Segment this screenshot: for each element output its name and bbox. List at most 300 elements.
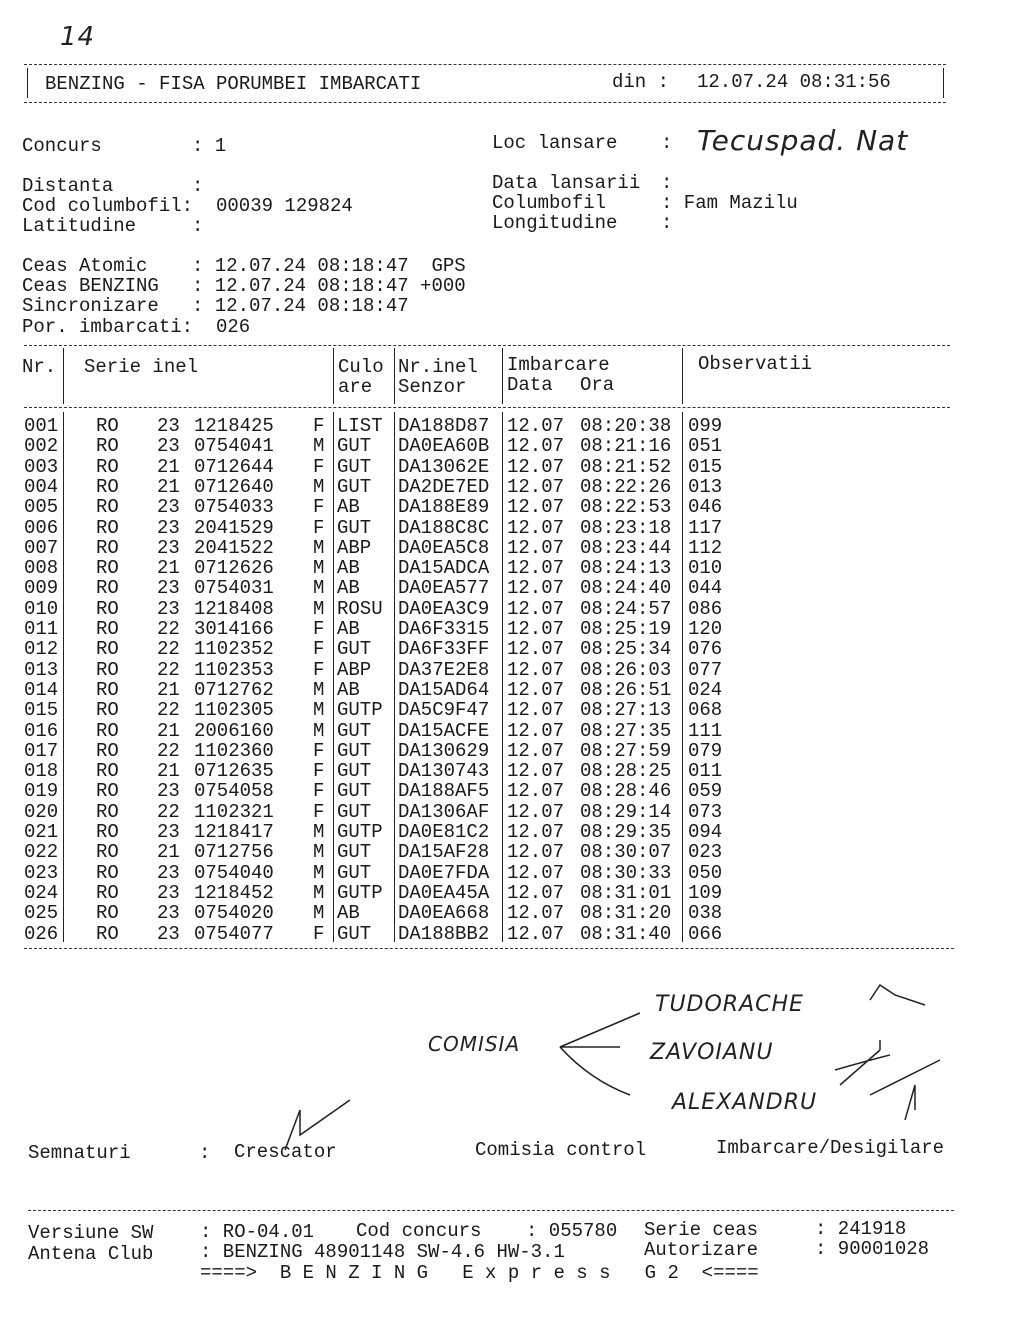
sex: F (313, 496, 325, 519)
sex: M (313, 678, 325, 701)
color: AB (337, 496, 360, 519)
ring-country: RO (96, 760, 119, 783)
observatii: 011 (688, 760, 723, 783)
observatii: 023 (688, 841, 723, 864)
time: 08:26:51 (580, 678, 672, 701)
header-observatii: Observatii (698, 353, 813, 375)
cod-columbofil-label: Cod columbofil: (22, 195, 194, 217)
sensor-id: DA0EA668 (398, 902, 490, 925)
header-imbarcare: Imbarcare (507, 354, 610, 376)
color: ABP (337, 658, 372, 681)
row-nr: 013 (24, 658, 59, 681)
concurs-label: Concurs (22, 135, 102, 157)
row-nr: 020 (24, 800, 59, 823)
ring-year: 23 (157, 577, 180, 600)
row-nr: 007 (24, 536, 59, 559)
color: GUT (337, 841, 372, 864)
header-data: Data (507, 374, 553, 396)
sensor-id: DA130629 (398, 739, 490, 762)
date: 12.07 (507, 841, 565, 864)
ring-number: 0712756 (194, 841, 274, 864)
ring-year: 23 (157, 415, 180, 437)
ring-country: RO (96, 922, 119, 945)
ring-year: 23 (157, 902, 180, 925)
sensor-id: DA0EA60B (398, 435, 490, 458)
color: GUT (337, 739, 372, 762)
ring-country: RO (96, 699, 119, 722)
sex: M (313, 557, 325, 580)
ring-year: 21 (157, 841, 180, 864)
time: 08:25:34 (580, 638, 672, 661)
loc-lansare-colon: : (661, 132, 673, 154)
sensor-id: DA188C8C (398, 516, 490, 539)
observatii: 099 (688, 415, 723, 437)
sex: M (313, 536, 325, 559)
sensor-id: DA15ADCA (398, 557, 490, 580)
observatii: 111 (688, 719, 723, 742)
sex: M (313, 861, 325, 884)
row-nr: 009 (24, 577, 59, 600)
color: GUT (337, 800, 372, 823)
ring-year: 21 (157, 760, 180, 783)
row-nr: 003 (24, 455, 59, 478)
ring-number: 0754077 (194, 922, 274, 945)
din-label: din : (612, 71, 670, 93)
date: 12.07 (507, 719, 565, 742)
comisia-handwritten: COMISIA (428, 1032, 521, 1056)
signature-strokes (285, 985, 940, 1150)
ring-year: 22 (157, 658, 180, 681)
latitudine-value: : (192, 215, 204, 237)
sincronizare-value: : 12.07.24 08:18:47 (192, 295, 409, 317)
ring-year: 22 (157, 699, 180, 722)
sensor-id: DA1306AF (398, 800, 490, 823)
ring-year: 23 (157, 435, 180, 458)
ring-number: 0754058 (194, 780, 274, 803)
sensor-id: DA15ACFE (398, 719, 490, 742)
time: 08:30:33 (580, 861, 672, 884)
time: 08:24:40 (580, 577, 672, 600)
ring-country: RO (96, 455, 119, 478)
color: GUT (337, 780, 372, 803)
color: AB (337, 902, 360, 925)
ring-country: RO (96, 902, 119, 925)
time: 08:31:20 (580, 902, 672, 925)
sensor-id: DA0E7FDA (398, 861, 490, 884)
time: 08:24:13 (580, 557, 672, 580)
observatii: 109 (688, 881, 723, 904)
date: 12.07 (507, 618, 565, 640)
ring-year: 21 (157, 475, 180, 498)
observatii: 079 (688, 739, 723, 762)
serie-ceas-label: Serie ceas (644, 1219, 759, 1241)
observatii: 066 (688, 922, 723, 945)
sex: F (313, 780, 325, 803)
observatii: 120 (688, 618, 723, 640)
row-nr: 026 (24, 922, 59, 945)
ring-country: RO (96, 475, 119, 498)
sensor-id: DA188D87 (398, 415, 490, 437)
ring-number: 1218452 (194, 881, 274, 904)
time: 08:25:19 (580, 618, 672, 640)
sex: F (313, 638, 325, 661)
ring-country: RO (96, 780, 119, 803)
sex: F (313, 455, 325, 478)
sex: F (313, 658, 325, 681)
observatii: 094 (688, 821, 723, 843)
color: ABP (337, 536, 372, 559)
latitudine-label: Latitudine (22, 215, 137, 237)
color: GUT (337, 475, 372, 498)
ring-country: RO (96, 415, 119, 437)
versiune-label: Versiune SW (28, 1222, 154, 1244)
ring-number: 2041522 (194, 536, 274, 559)
ring-number: 1218408 (194, 597, 274, 620)
ring-number: 2006160 (194, 719, 274, 742)
observatii: 112 (688, 536, 723, 559)
ring-country: RO (96, 496, 119, 519)
row-nr: 023 (24, 861, 59, 884)
date: 12.07 (507, 435, 565, 458)
time: 08:22:26 (580, 475, 672, 498)
semnaturi-colon: : (199, 1142, 211, 1164)
ring-country: RO (96, 638, 119, 661)
ring-number: 1218425 (194, 415, 274, 437)
sex: M (313, 719, 325, 742)
ring-year: 23 (157, 861, 180, 884)
row-nr: 004 (24, 475, 59, 498)
cod-columbofil-value: 00039 129824 (216, 195, 353, 217)
row-nr: 019 (24, 780, 59, 803)
ring-year: 23 (157, 881, 180, 904)
row-nr: 001 (24, 415, 59, 437)
ring-country: RO (96, 821, 119, 843)
color: LIST (337, 415, 383, 437)
time: 08:28:25 (580, 760, 672, 783)
distanta-value: : (192, 175, 204, 197)
imbarcare-desigilare-label: Imbarcare/Desigilare (716, 1137, 945, 1159)
date: 12.07 (507, 577, 565, 600)
sex: M (313, 902, 325, 925)
time: 08:27:35 (580, 719, 672, 742)
row-nr: 014 (24, 678, 59, 701)
color: AB (337, 577, 360, 600)
row-nr: 017 (24, 739, 59, 762)
row-nr: 025 (24, 902, 59, 925)
observatii: 050 (688, 861, 723, 884)
ring-year: 23 (157, 780, 180, 803)
color: GUTP (337, 821, 383, 843)
time: 08:31:01 (580, 881, 672, 904)
observatii: 024 (688, 678, 723, 701)
date: 12.07 (507, 415, 565, 437)
date: 12.07 (507, 821, 565, 843)
time: 08:21:52 (580, 455, 672, 478)
header-culoare: Culo (338, 356, 384, 378)
date: 12.07 (507, 597, 565, 620)
row-nr: 024 (24, 881, 59, 904)
ring-year: 22 (157, 618, 180, 640)
ring-year: 23 (157, 496, 180, 519)
ring-country: RO (96, 597, 119, 620)
sensor-id: DA15AD64 (398, 678, 490, 701)
sensor-id: DA6F33FF (398, 638, 490, 661)
ring-country: RO (96, 658, 119, 681)
ring-number: 0712626 (194, 557, 274, 580)
sensor-id: DA188BB2 (398, 922, 490, 945)
ring-country: RO (96, 881, 119, 904)
ring-country: RO (96, 577, 119, 600)
commission-member-1: TUDORACHE (655, 992, 804, 1017)
antena-value: : BENZING 48901148 SW-4.6 HW-3.1 (200, 1241, 565, 1263)
sex: M (313, 475, 325, 498)
observatii: 010 (688, 557, 723, 580)
date: 12.07 (507, 922, 565, 945)
sensor-id: DA15AF28 (398, 841, 490, 864)
observatii: 013 (688, 475, 723, 498)
color: AB (337, 557, 360, 580)
sex: F (313, 618, 325, 640)
sensor-id: DA13062E (398, 455, 490, 478)
sex: M (313, 577, 325, 600)
color: AB (337, 678, 360, 701)
loc-lansare-value: Tecuspad. Nat (697, 124, 909, 157)
ring-year: 23 (157, 536, 180, 559)
sensor-id: DA37E2E8 (398, 658, 490, 681)
ring-country: RO (96, 719, 119, 742)
ring-country: RO (96, 800, 119, 823)
versiune-value: : RO-04.01 (200, 1221, 315, 1243)
header-senzor: Senzor (398, 376, 467, 398)
date: 12.07 (507, 739, 565, 762)
row-nr: 008 (24, 557, 59, 580)
ring-country: RO (96, 739, 119, 762)
data-lansarii-label: Data lansarii (492, 172, 641, 194)
page-number-handwritten: 14 (60, 22, 96, 52)
sex: M (313, 821, 325, 843)
observatii: 059 (688, 780, 723, 803)
color: GUT (337, 861, 372, 884)
ring-number: 1102352 (194, 638, 274, 661)
sensor-id: DA2DE7ED (398, 475, 490, 498)
header-culoare-2: are (338, 376, 373, 398)
date: 12.07 (507, 516, 565, 539)
ring-country: RO (96, 861, 119, 884)
header-serie-inel: Serie inel (84, 356, 199, 378)
observatii: 073 (688, 800, 723, 823)
date: 12.07 (507, 902, 565, 925)
time: 08:21:16 (580, 435, 672, 458)
loc-lansare-label: Loc lansare (492, 132, 618, 154)
ring-year: 22 (157, 800, 180, 823)
observatii: 044 (688, 577, 723, 600)
observatii: 046 (688, 496, 723, 519)
ring-number: 0754031 (194, 577, 274, 600)
time: 08:29:14 (580, 800, 672, 823)
sex: M (313, 841, 325, 864)
row-nr: 015 (24, 699, 59, 722)
document-title: BENZING - FISA PORUMBEI IMBARCATI (45, 73, 422, 95)
longitudine-label: Longitudine (492, 212, 618, 234)
ring-country: RO (96, 557, 119, 580)
ring-year: 21 (157, 557, 180, 580)
ring-year: 21 (157, 719, 180, 742)
ring-number: 3014166 (194, 618, 274, 640)
sincronizare-label: Sincronizare (22, 295, 159, 317)
time: 08:27:59 (580, 739, 672, 762)
ring-number: 0754040 (194, 861, 274, 884)
sex: F (313, 760, 325, 783)
sex: F (313, 800, 325, 823)
time: 08:28:46 (580, 780, 672, 803)
row-nr: 002 (24, 435, 59, 458)
ring-number: 1102305 (194, 699, 274, 722)
row-nr: 016 (24, 719, 59, 742)
date: 12.07 (507, 881, 565, 904)
date: 12.07 (507, 557, 565, 580)
observatii: 076 (688, 638, 723, 661)
time: 08:22:53 (580, 496, 672, 519)
date: 12.07 (507, 861, 565, 884)
date: 12.07 (507, 699, 565, 722)
ring-year: 23 (157, 597, 180, 620)
time: 08:30:07 (580, 841, 672, 864)
row-nr: 012 (24, 638, 59, 661)
commission-member-3: ALEXANDRU (672, 1090, 818, 1115)
ring-year: 21 (157, 455, 180, 478)
ceas-atomic-label: Ceas Atomic (22, 255, 148, 277)
sex: F (313, 739, 325, 762)
time: 08:20:38 (580, 415, 672, 437)
concurs-value: : 1 (192, 135, 227, 157)
ring-country: RO (96, 435, 119, 458)
sensor-id: DA130743 (398, 760, 490, 783)
row-nr: 006 (24, 516, 59, 539)
header-nr-inel: Nr.inel (398, 356, 478, 378)
sex: M (313, 597, 325, 620)
date: 12.07 (507, 455, 565, 478)
ring-country: RO (96, 536, 119, 559)
color: GUT (337, 638, 372, 661)
crescator-label: Crescator (234, 1141, 337, 1163)
ring-year: 21 (157, 678, 180, 701)
columbofil-value: : Fam Mazilu (661, 192, 798, 214)
sensor-id: DA0EA45A (398, 881, 490, 904)
serie-ceas-value: : 241918 (815, 1218, 907, 1240)
row-nr: 010 (24, 597, 59, 620)
color: GUTP (337, 881, 383, 904)
sensor-id: DA0E81C2 (398, 821, 490, 843)
observatii: 117 (688, 516, 723, 539)
sensor-id: DA0EA3C9 (398, 597, 490, 620)
distanta-label: Distanta (22, 175, 114, 197)
time: 08:23:44 (580, 536, 672, 559)
antena-label: Antena Club (28, 1243, 154, 1265)
comisia-control-label: Comisia control (475, 1139, 647, 1161)
autorizare-value: : 90001028 (815, 1238, 930, 1260)
observatii: 038 (688, 902, 723, 925)
observatii: 051 (688, 435, 723, 458)
por-imbarcati-label: Por. imbarcati: (22, 316, 194, 338)
date: 12.07 (507, 475, 565, 498)
color: GUT (337, 455, 372, 478)
date: 12.07 (507, 496, 565, 519)
header-ora: Ora (580, 374, 615, 396)
row-nr: 011 (24, 618, 59, 640)
observatii: 077 (688, 658, 723, 681)
sensor-id: DA0EA5C8 (398, 536, 490, 559)
color: GUT (337, 719, 372, 742)
ring-country: RO (96, 516, 119, 539)
sex: M (313, 699, 325, 722)
date: 12.07 (507, 780, 565, 803)
ring-country: RO (96, 678, 119, 701)
date: 12.07 (507, 678, 565, 701)
ring-number: 1102360 (194, 739, 274, 762)
divider (28, 1210, 954, 1211)
color: ROSU (337, 597, 383, 620)
cod-concurs-value: : 055780 (526, 1220, 618, 1242)
header-nr: Nr. (22, 356, 57, 378)
ring-number: 1102321 (194, 800, 274, 823)
data-lansarii-value: : (661, 172, 673, 194)
autorizare-label: Autorizare (644, 1239, 759, 1261)
ring-year: 22 (157, 739, 180, 762)
row-nr: 021 (24, 821, 59, 843)
color: GUT (337, 922, 372, 945)
sensor-id: DA5C9F47 (398, 699, 490, 722)
ring-number: 0712640 (194, 475, 274, 498)
sensor-id: DA0EA577 (398, 577, 490, 600)
din-value: 12.07.24 08:31:56 (697, 71, 891, 93)
observatii: 068 (688, 699, 723, 722)
ring-number: 0712635 (194, 760, 274, 783)
ring-number: 0712762 (194, 678, 274, 701)
ring-number: 0754033 (194, 496, 274, 519)
sensor-id: DA188E89 (398, 496, 490, 519)
sex: F (313, 516, 325, 539)
time: 08:29:35 (580, 821, 672, 843)
ring-number: 1218417 (194, 821, 274, 843)
ring-year: 23 (157, 922, 180, 945)
row-nr: 022 (24, 841, 59, 864)
sex: M (313, 881, 325, 904)
cod-concurs-label: Cod concurs (356, 1220, 482, 1242)
sensor-id: DA188AF5 (398, 780, 490, 803)
time: 08:27:13 (580, 699, 672, 722)
ceas-benzing-value: : 12.07.24 08:18:47 +000 (192, 275, 466, 297)
ring-country: RO (96, 841, 119, 864)
bracket-stroke (560, 1013, 640, 1095)
ceas-benzing-label: Ceas BENZING (22, 275, 159, 297)
ring-number: 2041529 (194, 516, 274, 539)
row-nr: 005 (24, 496, 59, 519)
ring-year: 22 (157, 638, 180, 661)
time: 08:26:03 (580, 658, 672, 681)
ceas-atomic-value: : 12.07.24 08:18:47 GPS (192, 255, 466, 277)
observatii: 015 (688, 455, 723, 478)
benzing-banner: ====> B E N Z I N G E x p r e s s G 2 <==== (200, 1262, 759, 1284)
row-nr: 018 (24, 760, 59, 783)
color: AB (337, 618, 360, 640)
commission-member-2: ZAVOIANU (650, 1040, 774, 1065)
sex: M (313, 435, 325, 458)
color: GUT (337, 435, 372, 458)
ring-number: 1102353 (194, 658, 274, 681)
date: 12.07 (507, 760, 565, 783)
ring-number: 0754041 (194, 435, 274, 458)
date: 12.07 (507, 658, 565, 681)
